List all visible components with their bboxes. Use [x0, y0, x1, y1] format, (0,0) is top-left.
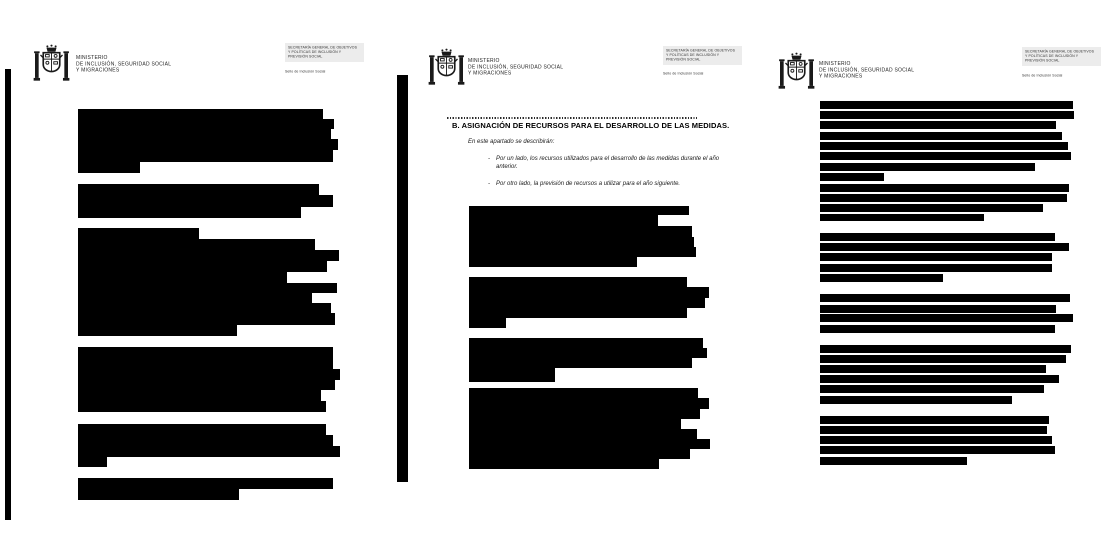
redaction-bar [820, 325, 1055, 333]
redaction-bar [820, 345, 1071, 353]
redaction-bar [820, 375, 1059, 383]
ministry-line-3: Y MIGRACIONES [76, 67, 120, 74]
ministry-line-1: MINISTERIO [468, 58, 500, 64]
redaction-bar [78, 228, 199, 239]
redaction-bar [820, 214, 984, 221]
redaction-bar [78, 446, 340, 457]
redaction-bar [469, 449, 690, 459]
redaction-bar [78, 424, 326, 435]
ministry-line-1: MINISTERIO [819, 61, 851, 67]
redaction-bar [469, 298, 705, 308]
redaction-bar [78, 489, 239, 500]
secretaria-line-2: Y POLÍTICAS DE INCLUSIÓN Y [666, 53, 720, 57]
redaction-bar [469, 398, 709, 409]
redaction-bar [469, 206, 689, 215]
bullet-dash-icon: - [488, 181, 490, 187]
redaction-bar [469, 215, 658, 226]
redaction-bar [78, 380, 335, 390]
redaction-bar [820, 204, 1043, 212]
redaction-bar [397, 75, 408, 482]
redaction-bar [820, 436, 1052, 444]
redaction-bar [78, 369, 340, 380]
redaction-bar [78, 261, 327, 272]
ministry-line-1: MINISTERIO [76, 55, 108, 61]
redaction-bar [820, 294, 1070, 302]
ministry-line-2: DE INCLUSIÓN, SEGURIDAD SOCIAL [468, 64, 564, 70]
redaction-bar [78, 347, 333, 358]
bullet-text: Por un lado, los recursos utilizados para el desarrollo de las medidas durante el año anterior. [496, 156, 720, 170]
spain-coat-of-arms-icon [428, 48, 465, 92]
redaction-bar [78, 119, 334, 129]
redaction-bar [820, 365, 1046, 373]
redaction-bar [820, 416, 1049, 424]
ministry-title [819, 61, 914, 80]
bullet-item-2 [488, 181, 724, 189]
redaction-bar [820, 142, 1068, 150]
secretaria-box [285, 43, 364, 62]
redaction-bar [78, 401, 326, 412]
redaction-bar [78, 283, 337, 293]
redaction-bar [469, 409, 700, 419]
secretaria-line-2: Y POLÍTICAS DE INCLUSIÓN Y [1025, 54, 1079, 58]
secretaria-line-2: Y POLÍTICAS DE INCLUSIÓN Y [288, 50, 342, 54]
sello-label: Sello de Inclusión Social [285, 70, 326, 74]
redaction-bar [820, 385, 1044, 393]
bullet-item-1 [488, 156, 724, 171]
redaction-bar [820, 446, 1055, 454]
secretaria-line-3: PREVISIÓN SOCIAL [1025, 59, 1060, 63]
redaction-bar [78, 184, 319, 195]
redaction-bar [469, 429, 697, 439]
section-heading: B. ASIGNACIÓN DE RECURSOS PARA EL DESARROLLO DE LAS MEDIDAS. [452, 121, 730, 130]
redaction-bar [820, 274, 943, 282]
redaction-bar [820, 355, 1066, 363]
redaction-bar [820, 233, 1055, 241]
ministry-line-2: DE INCLUSIÓN, SEGURIDAD SOCIAL [76, 61, 172, 67]
secretaria-line-1: SECRETARÍA GENERAL DE OBJETIVOS [1025, 50, 1095, 54]
redaction-bar [78, 250, 339, 261]
redaction-bar [469, 459, 659, 469]
redaction-bar [78, 139, 338, 150]
redaction-bar [469, 247, 696, 257]
redaction-bar [78, 109, 323, 119]
redaction-bar [820, 194, 1067, 202]
sello-label: Sello de Inclusión Social [663, 72, 704, 76]
redaction-bar [820, 243, 1069, 251]
redaction-bar [469, 277, 687, 287]
redaction-bar [5, 69, 11, 520]
ministry-title [76, 55, 171, 74]
redaction-bar [78, 293, 312, 303]
redaction-bar [78, 358, 333, 369]
redaction-bar [820, 163, 1035, 171]
bullet-dash-icon: - [488, 156, 490, 162]
redaction-bar [78, 207, 301, 218]
redaction-bar [469, 388, 698, 398]
redaction-bar [820, 426, 1047, 434]
spain-coat-of-arms-icon [33, 44, 70, 88]
redaction-bar [469, 368, 555, 382]
redaction-bar [78, 390, 321, 401]
redaction-bar [820, 152, 1071, 160]
redaction-bar [469, 226, 692, 237]
section-intro: En este apartado se describirán: [468, 139, 555, 145]
secretaria-line-3: PREVISIÓN SOCIAL [288, 55, 323, 59]
redaction-bar [820, 132, 1062, 140]
redaction-bar [820, 111, 1074, 119]
redaction-bar [469, 237, 694, 247]
redaction-bar [820, 184, 1069, 192]
secretaria-line-1: SECRETARÍA GENERAL DE OBJETIVOS [666, 49, 736, 53]
redaction-bar [820, 314, 1073, 322]
spain-coat-of-arms-icon [778, 52, 815, 96]
redaction-bar [820, 396, 1012, 404]
redaction-bar [469, 287, 709, 298]
redaction-bar [469, 318, 506, 328]
redaction-bar [78, 150, 333, 162]
redaction-bar [78, 272, 287, 283]
redaction-bar [820, 173, 884, 181]
ministry-title [468, 58, 563, 77]
redaction-bar [469, 338, 703, 348]
redaction-bar [78, 162, 140, 173]
redaction-bar [469, 419, 681, 429]
redaction-bar [820, 101, 1073, 109]
redaction-bar [469, 358, 692, 368]
redaction-bar [469, 439, 710, 449]
bullet-text: Por otro lado, la previsión de recursos a utilizar para el año siguiente. [496, 181, 681, 187]
secretaria-box [663, 46, 742, 65]
redaction-bar [469, 257, 637, 267]
redaction-bar [78, 195, 333, 207]
secretaria-line-1: SECRETARÍA GENERAL DE OBJETIVOS [288, 46, 358, 50]
ministry-line-3: Y MIGRACIONES [468, 70, 512, 77]
redaction-bar [78, 313, 335, 325]
redaction-bar [78, 129, 331, 139]
redaction-bar [820, 253, 1052, 261]
redaction-bar [78, 457, 107, 467]
sello-label: Sello de Inclusión Social [1022, 74, 1063, 78]
redaction-bar [78, 435, 333, 446]
secretaria-box [1022, 47, 1101, 66]
redaction-bar [78, 478, 333, 489]
redaction-bar [78, 303, 331, 313]
ministry-line-2: DE INCLUSIÓN, SEGURIDAD SOCIAL [819, 67, 915, 73]
dotted-separator [447, 117, 697, 119]
secretaria-line-3: PREVISIÓN SOCIAL [666, 58, 701, 62]
redaction-bar [820, 121, 1056, 129]
redaction-bar [469, 308, 687, 318]
redaction-bar [820, 264, 1052, 272]
ministry-line-3: Y MIGRACIONES [819, 73, 863, 80]
redaction-bar [469, 348, 707, 358]
redaction-bar [820, 305, 1056, 313]
redaction-bar [78, 239, 315, 250]
redaction-bar [820, 457, 967, 465]
redaction-bar [78, 325, 237, 336]
